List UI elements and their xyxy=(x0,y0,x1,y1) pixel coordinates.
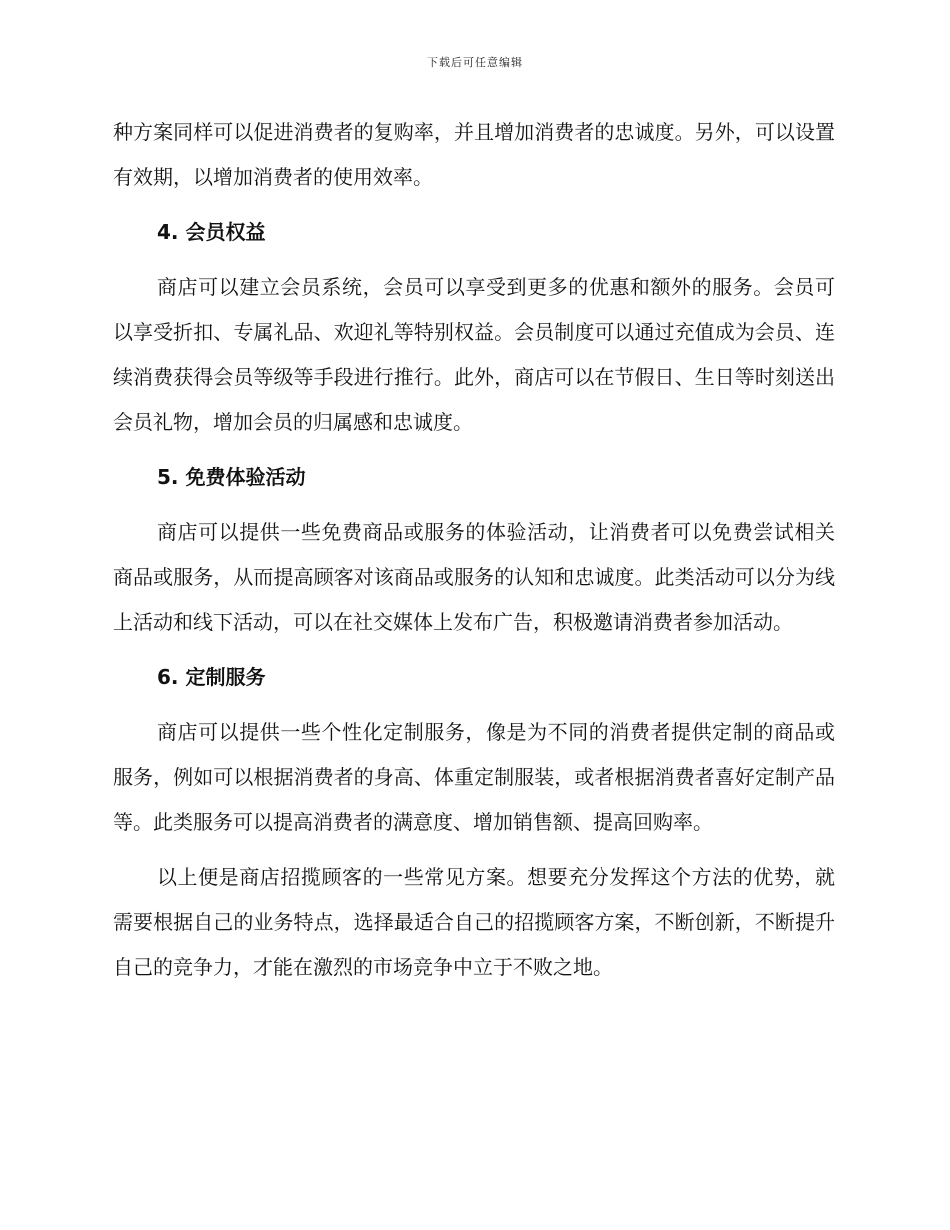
section-5-paragraph: 商店可以提供一些免费商品或服务的体验活动，让消费者可以免费尝试相关商品或服务，从而提高顾客对该商品或服务的认知和忠诚度。此类活动可以分为线上活动和线下活动，可以在社交媒体上发布广告，积极邀请消费者参加活动。 xyxy=(113,520,835,634)
section-6-heading: 6. 定制服务 xyxy=(157,665,266,689)
spacer xyxy=(113,645,835,655)
spacer xyxy=(113,700,835,710)
section-4-heading: 4. 会员权益 xyxy=(157,220,266,244)
document-body xyxy=(113,110,835,990)
spacer xyxy=(113,500,835,510)
section-4-paragraph: 商店可以建立会员系统，会员可以享受到更多的优惠和额外的服务。会员可以享受折扣、专属礼品、欢迎礼等特别权益。会员制度可以通过充值成为会员、连续消费获得会员等级等手段进行推行。此外，商店可以在节假日、生日等时刻送出会员礼物，增加会员的归属感和忠诚度。 xyxy=(113,275,835,434)
conclusion-paragraph: 以上便是商店招揽顾客的一些常见方案。想要充分发挥这个方法的优势，就需要根据自己的业务特点，选择最适合自己的招揽顾客方案，不断创新，不断提升自己的竞争力，才能在激烈的市场竞争中立于不败之地。 xyxy=(113,865,835,979)
spacer xyxy=(113,255,835,265)
spacer xyxy=(113,845,835,855)
section-6-paragraph: 商店可以提供一些个性化定制服务，像是为不同的消费者提供定制的商品或服务，例如可以根据消费者的身高、体重定制服装，或者根据消费者喜好定制产品等。此类服务可以提高消费者的满意度、增加销售额、提高回购率。 xyxy=(113,720,835,834)
page-header-note: 下载后可任意编辑 xyxy=(427,56,523,69)
intro-paragraph: 种方案同样可以促进消费者的复购率，并且增加消费者的忠诚度。另外，可以设置有效期，以增加消费者的使用效率。 xyxy=(113,120,835,189)
section-5-heading: 5. 免费体验活动 xyxy=(157,465,306,489)
spacer xyxy=(113,445,835,455)
spacer xyxy=(113,200,835,210)
